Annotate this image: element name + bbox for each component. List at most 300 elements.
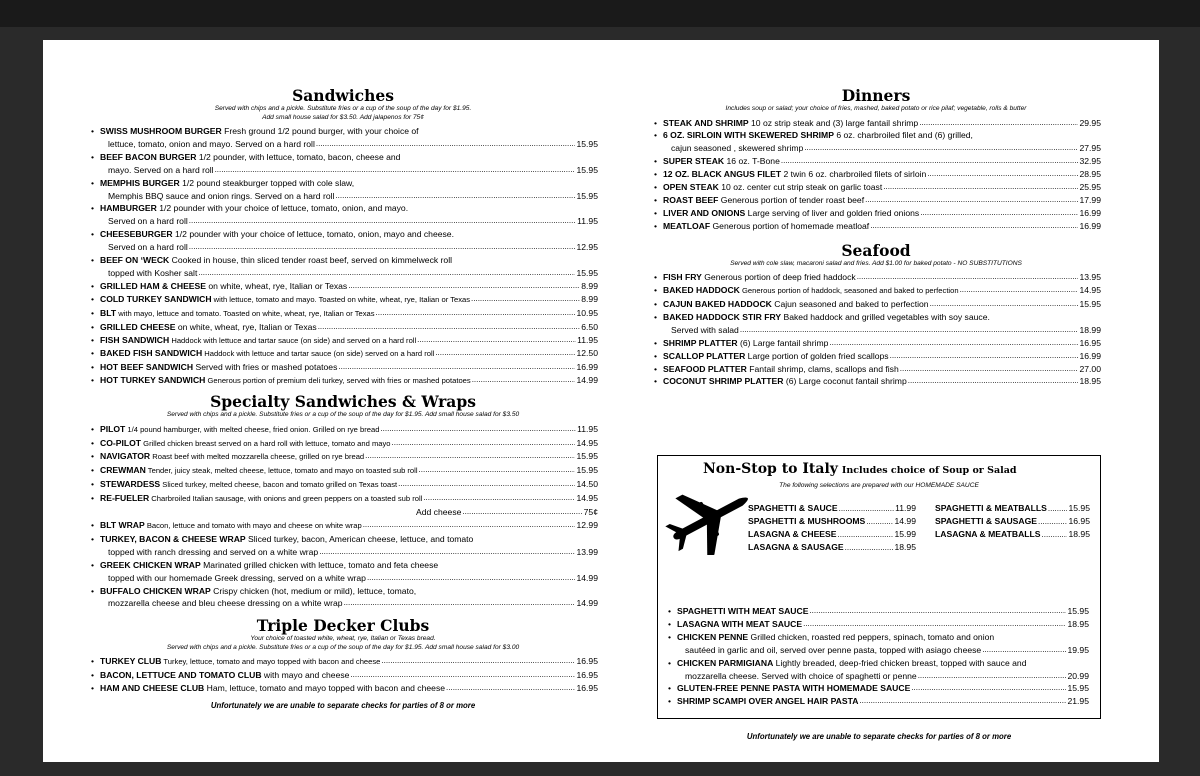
item-extra-price: 75¢ bbox=[583, 507, 598, 518]
item-desc: Grilled chicken breast served on a hard roll with lettuce, tomato and mayo bbox=[141, 438, 391, 448]
item-name: LIVER AND ONIONS bbox=[663, 207, 746, 218]
item-name: MEMPHIS BURGER bbox=[100, 177, 180, 188]
item-price-row bbox=[100, 215, 598, 228]
pasta-price: 18.95 bbox=[894, 542, 916, 552]
item-price: 15.95 bbox=[576, 451, 598, 462]
item-price-row bbox=[100, 321, 598, 334]
item-price: 12.95 bbox=[576, 242, 598, 253]
item-desc: Crispy chicken (hot, medium or mild), lettuce, tomato, bbox=[210, 585, 417, 596]
menu-item bbox=[88, 254, 598, 280]
item-price-row bbox=[100, 190, 598, 203]
item-price: 27.95 bbox=[1079, 143, 1101, 154]
item-name: CO-PILOT bbox=[100, 437, 142, 448]
item-name: CHEESEBURGER bbox=[100, 229, 173, 240]
item-price: 17.99 bbox=[1079, 194, 1101, 205]
specialty-note: Served with chips and a pickle. Substitute fries or a cup of the soup of the day for $1.95. Add small house salad for $3.50 bbox=[166, 411, 520, 419]
item-line bbox=[100, 125, 598, 138]
item-line bbox=[100, 533, 598, 546]
item-desc: 1/2 pound steakburger topped with cole slaw, bbox=[179, 177, 355, 188]
item-price-row bbox=[677, 644, 1089, 657]
item-price: 18.99 bbox=[1079, 324, 1101, 335]
item-desc: 6 oz. charbroiled filet and (6) grilled, bbox=[833, 130, 973, 141]
item-desc-cont: topped with Kosher salt ..... bbox=[108, 267, 575, 280]
left-footer-note: Unfortunately we are unable to separate checks for parties of 8 or more bbox=[210, 701, 476, 711]
menu-item bbox=[651, 337, 1101, 350]
item-price-row bbox=[663, 271, 1101, 284]
item-name: CHICKEN PENNE bbox=[677, 631, 749, 642]
item-price-row bbox=[100, 450, 598, 464]
item-price: 15.95 bbox=[1079, 298, 1101, 309]
menu-page bbox=[43, 40, 1159, 762]
item-desc: on white, wheat, rye, Italian or Texas bbox=[175, 321, 317, 332]
item-desc-wrap bbox=[663, 181, 1078, 194]
item-price-row bbox=[677, 695, 1089, 708]
item-price-row bbox=[100, 423, 598, 437]
menu-item bbox=[651, 284, 1101, 298]
item-desc: 1/2 pounder with your choice of lettuce, tomato, onion, mayo and cheese. bbox=[172, 229, 454, 240]
item-desc-wrap bbox=[100, 374, 575, 388]
menu-item bbox=[88, 321, 598, 334]
right-footer-note: Unfortunately we are unable to separate checks for parties of 8 or more bbox=[746, 732, 1012, 741]
specialty-list bbox=[88, 423, 598, 611]
item-desc: Generous portion of homemade meatloaf bbox=[710, 220, 870, 231]
airplane-icon bbox=[665, 483, 753, 555]
item-price-row bbox=[100, 572, 598, 585]
pasta-name: SPAGHETTI & SAUCE ..... bbox=[748, 502, 894, 515]
item-desc-wrap bbox=[663, 337, 1078, 350]
item-desc-cont: mayo. Served on a hard roll ..... bbox=[108, 164, 575, 177]
item-desc: Bacon, lettuce and tomato with mayo and cheese on white wrap bbox=[144, 520, 362, 530]
item-desc-wrap bbox=[663, 220, 1078, 233]
menu-item bbox=[651, 117, 1101, 130]
item-price: 14.99 bbox=[576, 572, 598, 583]
item-price: 8.99 bbox=[581, 293, 598, 304]
item-name: STEWARDESS bbox=[100, 479, 161, 490]
pasta-name: SPAGHETTI & MEATBALLS ..... bbox=[935, 502, 1067, 515]
item-price: 15.95 bbox=[1067, 606, 1089, 616]
item-desc-wrap bbox=[663, 117, 1078, 130]
item-desc: 2 twin 6 oz. charbroiled filets of sirloin bbox=[781, 169, 927, 180]
item-name: COLD TURKEY SANDWICH bbox=[100, 293, 212, 304]
item-price: 14.99 bbox=[576, 598, 598, 609]
item-desc-wrap bbox=[663, 271, 1078, 284]
menu-item bbox=[665, 682, 1089, 695]
menu-item bbox=[88, 492, 598, 519]
item-desc: 10 oz strip steak and (3) large fantail shrimp bbox=[748, 117, 919, 128]
menu-item bbox=[88, 374, 598, 388]
item-desc-wrap bbox=[663, 168, 1078, 181]
item-price-row bbox=[663, 168, 1101, 181]
item-price-row bbox=[663, 142, 1101, 155]
item-name: LASAGNA WITH MEAT SAUCE bbox=[677, 618, 803, 629]
sandwiches-heading: Sandwiches bbox=[292, 86, 394, 105]
item-desc: 1/2 pounder, with lettuce, tomato, bacon, cheese and bbox=[196, 151, 401, 162]
item-price-row bbox=[663, 181, 1101, 194]
item-desc-wrap bbox=[100, 669, 575, 682]
item-name: BAKED HADDOCK bbox=[663, 285, 740, 296]
item-desc-wrap bbox=[100, 655, 575, 669]
item-desc-wrap bbox=[100, 293, 580, 307]
item-desc-wrap bbox=[677, 618, 1066, 631]
item-price-row bbox=[663, 155, 1101, 168]
menu-item bbox=[651, 298, 1101, 311]
item-price: 20.99 bbox=[1067, 670, 1089, 681]
item-price-row bbox=[100, 597, 598, 610]
item-price-row bbox=[663, 284, 1101, 298]
pasta-price: 15.99 bbox=[894, 529, 916, 539]
pasta-price: 15.95 bbox=[1068, 503, 1090, 513]
item-name: HOT BEEF SANDWICH bbox=[100, 362, 194, 373]
item-desc: Lightly breaded, deep-fried chicken breast, topped with sauce and bbox=[773, 657, 1027, 668]
item-price: 18.95 bbox=[1079, 376, 1101, 387]
item-price-row bbox=[100, 519, 598, 533]
item-desc-cont: Served on a hard roll ..... bbox=[108, 215, 576, 228]
item-name: BAKED FISH SANDWICH bbox=[100, 348, 203, 359]
item-name: SHRIMP PLATTER bbox=[663, 337, 738, 348]
item-desc: Sliced turkey, bacon, American cheese, lettuce, and tomato bbox=[245, 533, 474, 544]
item-price: 15.95 bbox=[576, 465, 598, 476]
dinners-heading: Dinners bbox=[841, 86, 911, 105]
item-price: 12.99 bbox=[576, 519, 598, 530]
item-desc: Grilled chicken, roasted red peppers, spinach, tomato and onion bbox=[748, 631, 995, 642]
item-price-row bbox=[100, 437, 598, 451]
italy-title-text: Non-Stop to Italy bbox=[703, 461, 838, 477]
item-desc: with mayo and cheese bbox=[261, 670, 350, 681]
item-name: OPEN STEAK bbox=[663, 182, 719, 193]
pasta-item bbox=[748, 502, 916, 515]
item-desc-wrap bbox=[677, 695, 1066, 708]
menu-item bbox=[88, 682, 598, 695]
item-price-row bbox=[100, 293, 598, 307]
specialty-heading: Specialty Sandwiches & Wraps bbox=[210, 392, 476, 412]
menu-item bbox=[665, 695, 1089, 708]
pasta-item bbox=[748, 528, 916, 541]
menu-item bbox=[651, 220, 1101, 233]
italy-list bbox=[665, 605, 1089, 708]
item-line bbox=[663, 129, 1101, 142]
pasta-item bbox=[748, 515, 916, 528]
sandwiches-note-2: Add small house salad for $3.50. Add jalapenos for 75¢ bbox=[262, 113, 424, 121]
item-price: 15.95 bbox=[576, 138, 598, 149]
item-price: 27.00 bbox=[1079, 363, 1101, 374]
item-desc: Sliced turkey, melted cheese, bacon and tomato grilled on Texas toast bbox=[160, 480, 398, 490]
pasta-price: 16.95 bbox=[1068, 516, 1090, 526]
item-price-row bbox=[663, 207, 1101, 220]
item-desc: on white, wheat, rye, Italian or Texas bbox=[206, 280, 348, 291]
menu-item bbox=[88, 347, 598, 361]
item-desc-wrap bbox=[663, 284, 1078, 298]
menu-item bbox=[88, 307, 598, 321]
item-desc-wrap bbox=[100, 280, 580, 293]
item-desc: (6) Large fantail shrimp bbox=[737, 337, 829, 348]
pasta-price: 18.95 bbox=[1068, 529, 1090, 539]
menu-item bbox=[651, 194, 1101, 207]
item-desc: Haddock with lettuce and tartar sauce (on side) served on a hard roll bbox=[202, 349, 435, 359]
item-price: 15.95 bbox=[1067, 683, 1089, 694]
item-desc-wrap bbox=[100, 478, 575, 492]
menu-item bbox=[88, 334, 598, 348]
item-desc-wrap bbox=[100, 347, 575, 361]
item-desc: Cooked in house, thin sliced tender roast beef, served on kimmelweck roll bbox=[169, 255, 453, 266]
item-desc: Ham, lettuce, tomato and mayo topped with bacon and cheese bbox=[204, 683, 446, 694]
menu-item bbox=[665, 631, 1089, 657]
item-price-row bbox=[677, 670, 1089, 683]
item-price: 29.95 bbox=[1079, 117, 1101, 128]
item-name: BEEF ON ‘WECK bbox=[100, 255, 170, 266]
italy-note: The following selections are prepared with our HOMEMADE SAUCE bbox=[779, 482, 979, 489]
item-price: 10.95 bbox=[576, 307, 598, 318]
menu-item bbox=[651, 168, 1101, 181]
item-name: HAM AND CHEESE CLUB bbox=[100, 683, 205, 694]
menu-item bbox=[88, 423, 598, 437]
item-desc-wrap bbox=[677, 605, 1066, 618]
item-desc: 16 oz. T-Bone bbox=[724, 156, 780, 167]
italy-subtitle: Includes choice of Soup or Salad bbox=[841, 465, 1017, 476]
item-desc-wrap bbox=[100, 437, 575, 451]
item-desc: Charbroiled Italian sausage, with onions and green peppers on a toasted sub roll bbox=[149, 494, 423, 504]
item-desc: Baked haddock and grilled vegetables with soy sauce. bbox=[781, 311, 990, 322]
item-price: 21.95 bbox=[1067, 696, 1089, 707]
item-name: BLT bbox=[100, 307, 117, 318]
item-price: 28.95 bbox=[1079, 169, 1101, 180]
item-price-row bbox=[100, 374, 598, 388]
menu-item bbox=[88, 361, 598, 374]
item-name: SEAFOOD PLATTER bbox=[663, 363, 747, 374]
item-desc-cont: sautéed in garlic and oil, served over penne pasta, topped with asiago cheese ..... bbox=[685, 644, 1066, 657]
item-price: 19.95 bbox=[1067, 644, 1089, 655]
item-desc: with lettuce, tomato and mayo. Toasted on white, wheat, rye, Italian or Texas bbox=[211, 294, 471, 304]
item-extra-row bbox=[100, 506, 598, 519]
menu-item bbox=[88, 559, 598, 585]
item-price-row bbox=[100, 334, 598, 348]
item-price: 15.95 bbox=[576, 190, 598, 201]
item-line bbox=[100, 228, 598, 241]
item-name: CAJUN BAKED HADDOCK bbox=[663, 298, 772, 309]
item-price-row bbox=[100, 164, 598, 177]
item-name: SHRIMP SCAMPI OVER ANGEL HAIR PASTA bbox=[677, 696, 859, 707]
pasta-price: 11.99 bbox=[895, 503, 916, 513]
item-name: BAKED HADDOCK STIR FRY bbox=[663, 311, 782, 322]
menu-item bbox=[88, 669, 598, 682]
item-name: BEEF BACON BURGER bbox=[100, 151, 197, 162]
item-price: 14.99 bbox=[576, 375, 598, 386]
item-price-row bbox=[663, 363, 1101, 376]
item-price-row bbox=[100, 655, 598, 669]
item-name: GREEK CHICKEN WRAP bbox=[100, 559, 201, 570]
menu-item bbox=[665, 657, 1089, 683]
item-price: 16.99 bbox=[576, 362, 598, 373]
item-price: 15.95 bbox=[576, 164, 598, 175]
item-desc-wrap bbox=[100, 321, 580, 334]
sandwiches-list bbox=[88, 125, 598, 388]
item-desc: Generous portion of deep fried haddock bbox=[701, 272, 856, 283]
menu-item bbox=[88, 519, 598, 533]
item-price: 16.99 bbox=[1079, 220, 1101, 231]
item-name: SWISS MUSHROOM BURGER bbox=[100, 126, 222, 136]
viewer-top-bar bbox=[0, 0, 1200, 27]
item-desc-wrap bbox=[100, 492, 575, 506]
pasta-name: LASAGNA & SAUSAGE ..... bbox=[748, 541, 893, 554]
item-name: SPAGHETTI WITH MEAT SAUCE bbox=[677, 606, 809, 616]
item-name: TURKEY CLUB bbox=[100, 656, 162, 667]
item-price-row bbox=[100, 267, 598, 280]
item-desc: Generous portion of tender roast beef bbox=[718, 194, 865, 205]
menu-item bbox=[665, 605, 1089, 618]
item-desc-wrap bbox=[663, 298, 1078, 311]
item-price: 16.95 bbox=[1079, 337, 1101, 348]
menu-item bbox=[651, 181, 1101, 194]
item-desc: Roast beef with melted mozzarella cheese, grilled on rye bread bbox=[150, 452, 365, 462]
menu-item bbox=[651, 271, 1101, 284]
item-price-row bbox=[663, 298, 1101, 311]
item-price-row bbox=[663, 375, 1101, 388]
item-desc: Fresh ground 1/2 pound burger, with your choice of bbox=[221, 126, 419, 136]
item-price: 16.95 bbox=[576, 656, 598, 667]
item-name: MEATLOAF bbox=[663, 220, 711, 231]
item-desc: 10 oz. center cut strip steak on garlic toast bbox=[718, 182, 883, 193]
triple-note-2: Served with chips and a pickle. Substitute fries or a cup of the soup of the day for $1.95. Add small house salad for $3.00 bbox=[166, 643, 520, 651]
item-price: 12.50 bbox=[576, 348, 598, 359]
item-desc: (6) Large coconut fantail shrimp bbox=[783, 376, 907, 387]
item-name: 12 OZ. BLACK ANGUS FILET bbox=[663, 169, 782, 180]
item-price: 16.99 bbox=[1079, 350, 1101, 361]
menu-item bbox=[88, 151, 598, 177]
pasta-list-left bbox=[748, 502, 916, 554]
menu-item bbox=[88, 585, 598, 611]
item-price-row bbox=[100, 492, 598, 506]
item-desc-wrap bbox=[663, 207, 1078, 220]
item-desc: Marinated grilled chicken with lettuce, tomato and feta cheese bbox=[200, 559, 439, 570]
item-price: 8.99 bbox=[581, 280, 598, 291]
item-desc-cont: Served on a hard roll ..... bbox=[108, 241, 575, 254]
menu-item bbox=[88, 280, 598, 293]
menu-item bbox=[88, 464, 598, 478]
italy-title bbox=[703, 461, 1017, 477]
item-price-row bbox=[100, 241, 598, 254]
pasta-item bbox=[748, 541, 916, 554]
item-name: GRILLED CHEESE bbox=[100, 321, 176, 332]
pasta-item bbox=[935, 528, 1090, 541]
item-name: BACON, LETTUCE AND TOMATO CLUB bbox=[100, 670, 262, 681]
item-price-row bbox=[663, 220, 1101, 233]
pasta-price: 14.99 bbox=[894, 516, 916, 526]
item-desc-wrap bbox=[100, 361, 575, 374]
pasta-name: SPAGHETTI & SAUSAGE ..... bbox=[935, 515, 1067, 528]
item-name: GRILLED HAM & CHEESE bbox=[100, 280, 206, 291]
triple-list bbox=[88, 655, 598, 695]
item-line bbox=[100, 177, 598, 190]
item-desc-wrap bbox=[100, 682, 575, 695]
menu-item bbox=[651, 363, 1101, 376]
triple-decker-heading: Triple Decker Clubs bbox=[256, 616, 430, 636]
pasta-name: LASAGNA & CHEESE ..... bbox=[748, 528, 893, 541]
item-name: BUFFALO CHICKEN WRAP bbox=[100, 585, 211, 596]
menu-item bbox=[88, 437, 598, 451]
seafood-list bbox=[651, 271, 1101, 388]
item-desc-wrap bbox=[100, 307, 575, 321]
seafood-heading: Seafood bbox=[841, 240, 911, 260]
item-desc-wrap bbox=[677, 682, 1066, 695]
menu-item bbox=[88, 533, 598, 559]
pasta-name: SPAGHETTI & MUSHROOMS ..... bbox=[748, 515, 893, 528]
right-column bbox=[651, 86, 1101, 388]
menu-item bbox=[651, 350, 1101, 363]
item-line bbox=[663, 311, 1101, 324]
item-price: 11.95 bbox=[577, 334, 598, 345]
menu-item bbox=[88, 293, 598, 307]
pasta-name: LASAGNA & MEATBALLS ..... bbox=[935, 528, 1067, 541]
item-price-row bbox=[100, 361, 598, 374]
item-name: STEAK AND SHRIMP bbox=[663, 117, 749, 128]
menu-item bbox=[88, 125, 598, 151]
item-price: 13.99 bbox=[576, 546, 598, 557]
item-desc-cont: lettuce, tomato, onion and mayo. Served on a hard roll ..... bbox=[108, 138, 575, 151]
item-desc: with mayo, lettuce and tomato. Toasted on white, wheat, rye, Italian or Texas bbox=[116, 308, 375, 318]
item-price: 15.95 bbox=[576, 267, 598, 278]
sandwiches-note: Served with chips and a pickle. Substitute fries or a cup of the soup of the day for $1.95. bbox=[214, 105, 472, 112]
left-column bbox=[88, 86, 598, 710]
item-desc: Tender, juicy steak, melted cheese, lettuce, tomato and mayo on toasted sub roll bbox=[145, 466, 418, 476]
item-desc: 1/4 pound hamburger, with melted cheese, fried onion. Grilled on rye bread bbox=[125, 424, 380, 434]
item-price-row bbox=[663, 117, 1101, 130]
item-price: 6.50 bbox=[581, 321, 598, 332]
item-price: 16.95 bbox=[576, 670, 598, 681]
item-name: CHICKEN PARMIGIANA bbox=[677, 657, 774, 668]
item-desc-wrap bbox=[100, 519, 575, 533]
item-desc-wrap bbox=[663, 350, 1078, 363]
item-price-row bbox=[100, 669, 598, 682]
menu-item bbox=[665, 618, 1089, 631]
item-price: 18.95 bbox=[1067, 618, 1089, 629]
item-price-row bbox=[100, 478, 598, 492]
item-price-row bbox=[663, 350, 1101, 363]
menu-item bbox=[88, 202, 598, 228]
item-name: CREWMAN bbox=[100, 465, 146, 476]
item-price-row bbox=[677, 682, 1089, 695]
item-desc: Generous portion of premium deli turkey, served with fries or mashed potatoes bbox=[205, 376, 471, 386]
item-name: TURKEY, BACON & CHEESE WRAP bbox=[100, 533, 246, 544]
menu-item bbox=[651, 129, 1101, 155]
item-price: 11.95 bbox=[577, 216, 598, 227]
item-price: 14.95 bbox=[576, 493, 598, 504]
item-desc-cont: topped with our homemade Greek dressing, served on a white wrap ..... bbox=[108, 572, 575, 585]
item-desc-wrap bbox=[100, 464, 575, 478]
item-desc: Cajun seasoned and baked to perfection bbox=[771, 298, 929, 309]
dinners-list bbox=[651, 117, 1101, 233]
menu-item bbox=[651, 311, 1101, 337]
item-desc: Turkey, lettuce, tomato and mayo topped with bacon and cheese bbox=[161, 657, 381, 667]
item-desc: Served with fries or mashed potatoes bbox=[193, 362, 338, 373]
item-desc-cont: cajun seasoned , skewered shrimp ..... bbox=[671, 142, 1078, 155]
item-name: FISH SANDWICH bbox=[100, 334, 170, 345]
item-desc: Haddock with lettuce and tartar sauce (on side) and served on a hard roll bbox=[169, 335, 417, 345]
item-price: 32.95 bbox=[1079, 156, 1101, 167]
item-name: COCONUT SHRIMP PLATTER bbox=[663, 376, 784, 387]
item-price: 14.50 bbox=[576, 479, 598, 490]
item-line bbox=[100, 202, 598, 215]
seafood-note: Served with cole slaw, macaroni salad and fries. Add $1.00 for baked potato - NO SUBSTITUTIONS bbox=[730, 259, 1022, 267]
item-price: 11.95 bbox=[577, 423, 598, 434]
item-line bbox=[100, 254, 598, 267]
item-extra: Add cheese ..... bbox=[416, 506, 583, 519]
item-price-row bbox=[663, 324, 1101, 337]
item-desc: 1/2 pounder with your choice of lettuce, tomato, onion, and mayo. bbox=[156, 203, 409, 214]
item-price-row bbox=[100, 682, 598, 695]
item-name: ROAST BEEF bbox=[663, 194, 719, 205]
item-desc-cont: mozzarella cheese. Served with choice of spaghetti or penne ..... bbox=[685, 670, 1066, 683]
item-name: BLT WRAP bbox=[100, 519, 145, 530]
item-desc: Large portion of golden fried scallops bbox=[745, 350, 889, 361]
